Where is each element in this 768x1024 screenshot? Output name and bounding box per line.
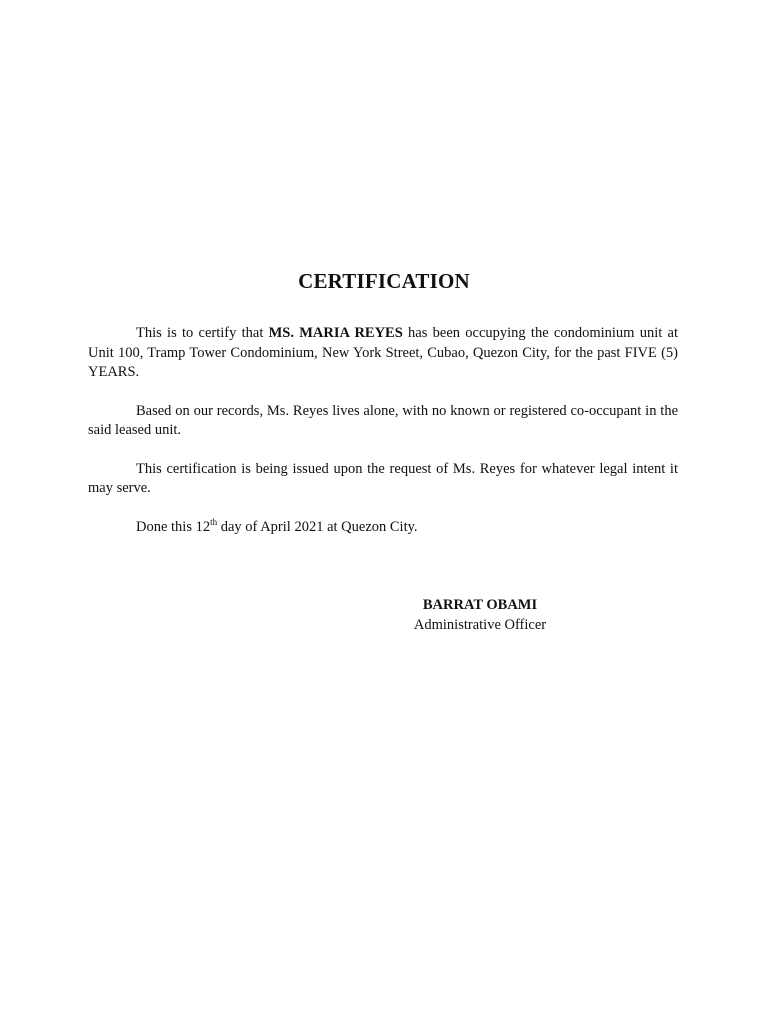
paragraph-date-lead: Done this 12 — [136, 518, 211, 535]
document-body — [88, 324, 678, 537]
signatory-name: BARRAT OBAMI — [422, 597, 538, 613]
document-title: CERTIFICATION — [298, 269, 470, 293]
paragraph-certify-rest: has been occupying the condominium unit at Unit 100, Tramp Tower Condominium, New York Street, Cubao, Quezon City, for the past FIVE (5) YEARS. — [88, 325, 678, 380]
paragraph-date — [88, 518, 678, 538]
paragraph-purpose: This certification is being issued upon the request of Ms. Reyes for whatever legal intent it may serve. — [88, 460, 678, 496]
paragraph-records: Based on our records, Ms. Reyes lives alone, with no known or registered co-occupant in the said leased unit. — [88, 402, 678, 438]
signatory-position: Administrative Officer — [413, 617, 547, 633]
ordinal-suffix: th — [210, 516, 218, 527]
signature-block — [390, 596, 570, 635]
paragraph-certify — [88, 324, 678, 383]
paragraph-date-rest: day of April 2021 at Quezon City. — [217, 518, 418, 535]
occupant-name: MS. MARIA REYES — [268, 325, 403, 341]
paragraph-certify-lead: This is to certify that — [136, 325, 269, 341]
